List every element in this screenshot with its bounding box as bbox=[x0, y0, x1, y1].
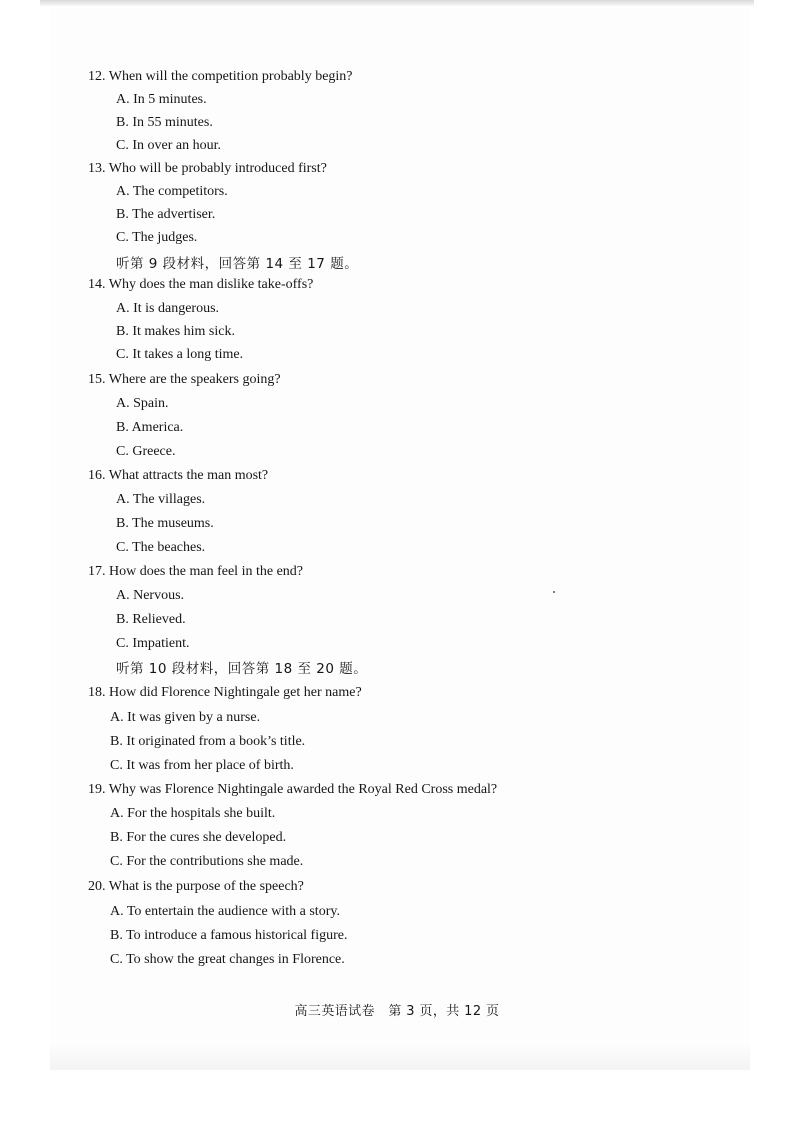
question-18-option-c: C. It was from her place of birth. bbox=[110, 758, 294, 773]
question-18-option-a: A. It was given by a nurse. bbox=[110, 710, 261, 725]
page-footer: 高三英语试卷 第 3 页，共 12 页 bbox=[294, 1004, 500, 1019]
question-19-stem: 19. Why was Florence Nightingale awarded the Royal Red Cross medal? bbox=[88, 782, 498, 797]
question-17-stem: 17. How does the man feel in the end? bbox=[88, 564, 303, 579]
scan-speck bbox=[553, 591, 555, 593]
question-14-option-b: B. It makes him sick. bbox=[116, 324, 235, 339]
question-16-option-c: C. The beaches. bbox=[116, 540, 206, 555]
question-20-option-a: A. To entertain the audience with a story. bbox=[110, 904, 340, 919]
question-13-option-b: B. The advertiser. bbox=[116, 207, 216, 222]
instruction-part-9: 听第 9 段材料，回答第 14 至 17 题。 bbox=[116, 256, 359, 272]
question-12-option-c: C. In over an hour. bbox=[116, 138, 221, 153]
question-12-option-a: A. In 5 minutes. bbox=[116, 92, 207, 107]
question-19-option-a: A. For the hospitals she built. bbox=[110, 806, 276, 821]
question-17-option-c: C. Impatient. bbox=[116, 636, 190, 651]
question-18-option-b: B. It originated from a book’s title. bbox=[110, 734, 306, 749]
question-15-option-b: B. America. bbox=[116, 420, 184, 435]
instruction-part-10: 听第 10 段材料，回答第 18 至 20 题。 bbox=[116, 661, 368, 677]
question-15-stem: 15. Where are the speakers going? bbox=[88, 372, 281, 387]
question-13-stem: 13. Who will be probably introduced first? bbox=[88, 161, 327, 176]
question-12-stem: 12. When will the competition probably begin? bbox=[88, 69, 353, 84]
question-18-stem: 18. How did Florence Nightingale get her name? bbox=[88, 685, 362, 700]
question-16-option-a: A. The villages. bbox=[116, 492, 206, 507]
question-20-stem: 20. What is the purpose of the speech? bbox=[88, 879, 304, 894]
question-14-option-c: C. It takes a long time. bbox=[116, 347, 244, 362]
question-14-option-a: A. It is dangerous. bbox=[116, 301, 220, 316]
question-20-option-c: C. To show the great changes in Florence. bbox=[110, 952, 345, 967]
question-15-option-a: A. Spain. bbox=[116, 396, 169, 411]
question-20-option-b: B. To introduce a famous historical figure. bbox=[110, 928, 348, 943]
question-19-option-c: C. For the contributions she made. bbox=[110, 854, 304, 869]
question-17-option-b: B. Relieved. bbox=[116, 612, 186, 627]
question-19-option-b: B. For the cures she developed. bbox=[110, 830, 287, 845]
question-15-option-c: C. Greece. bbox=[116, 444, 176, 459]
question-13-option-c: C. The judges. bbox=[116, 230, 198, 245]
question-17-option-a: A. Nervous. bbox=[116, 588, 185, 603]
question-13-option-a: A. The competitors. bbox=[116, 184, 228, 199]
question-16-stem: 16. What attracts the man most? bbox=[88, 468, 269, 483]
question-16-option-b: B. The museums. bbox=[116, 516, 214, 531]
question-14-stem: 14. Why does the man dislike take-offs? bbox=[88, 277, 314, 292]
question-12-option-b: B. In 55 minutes. bbox=[116, 115, 213, 130]
